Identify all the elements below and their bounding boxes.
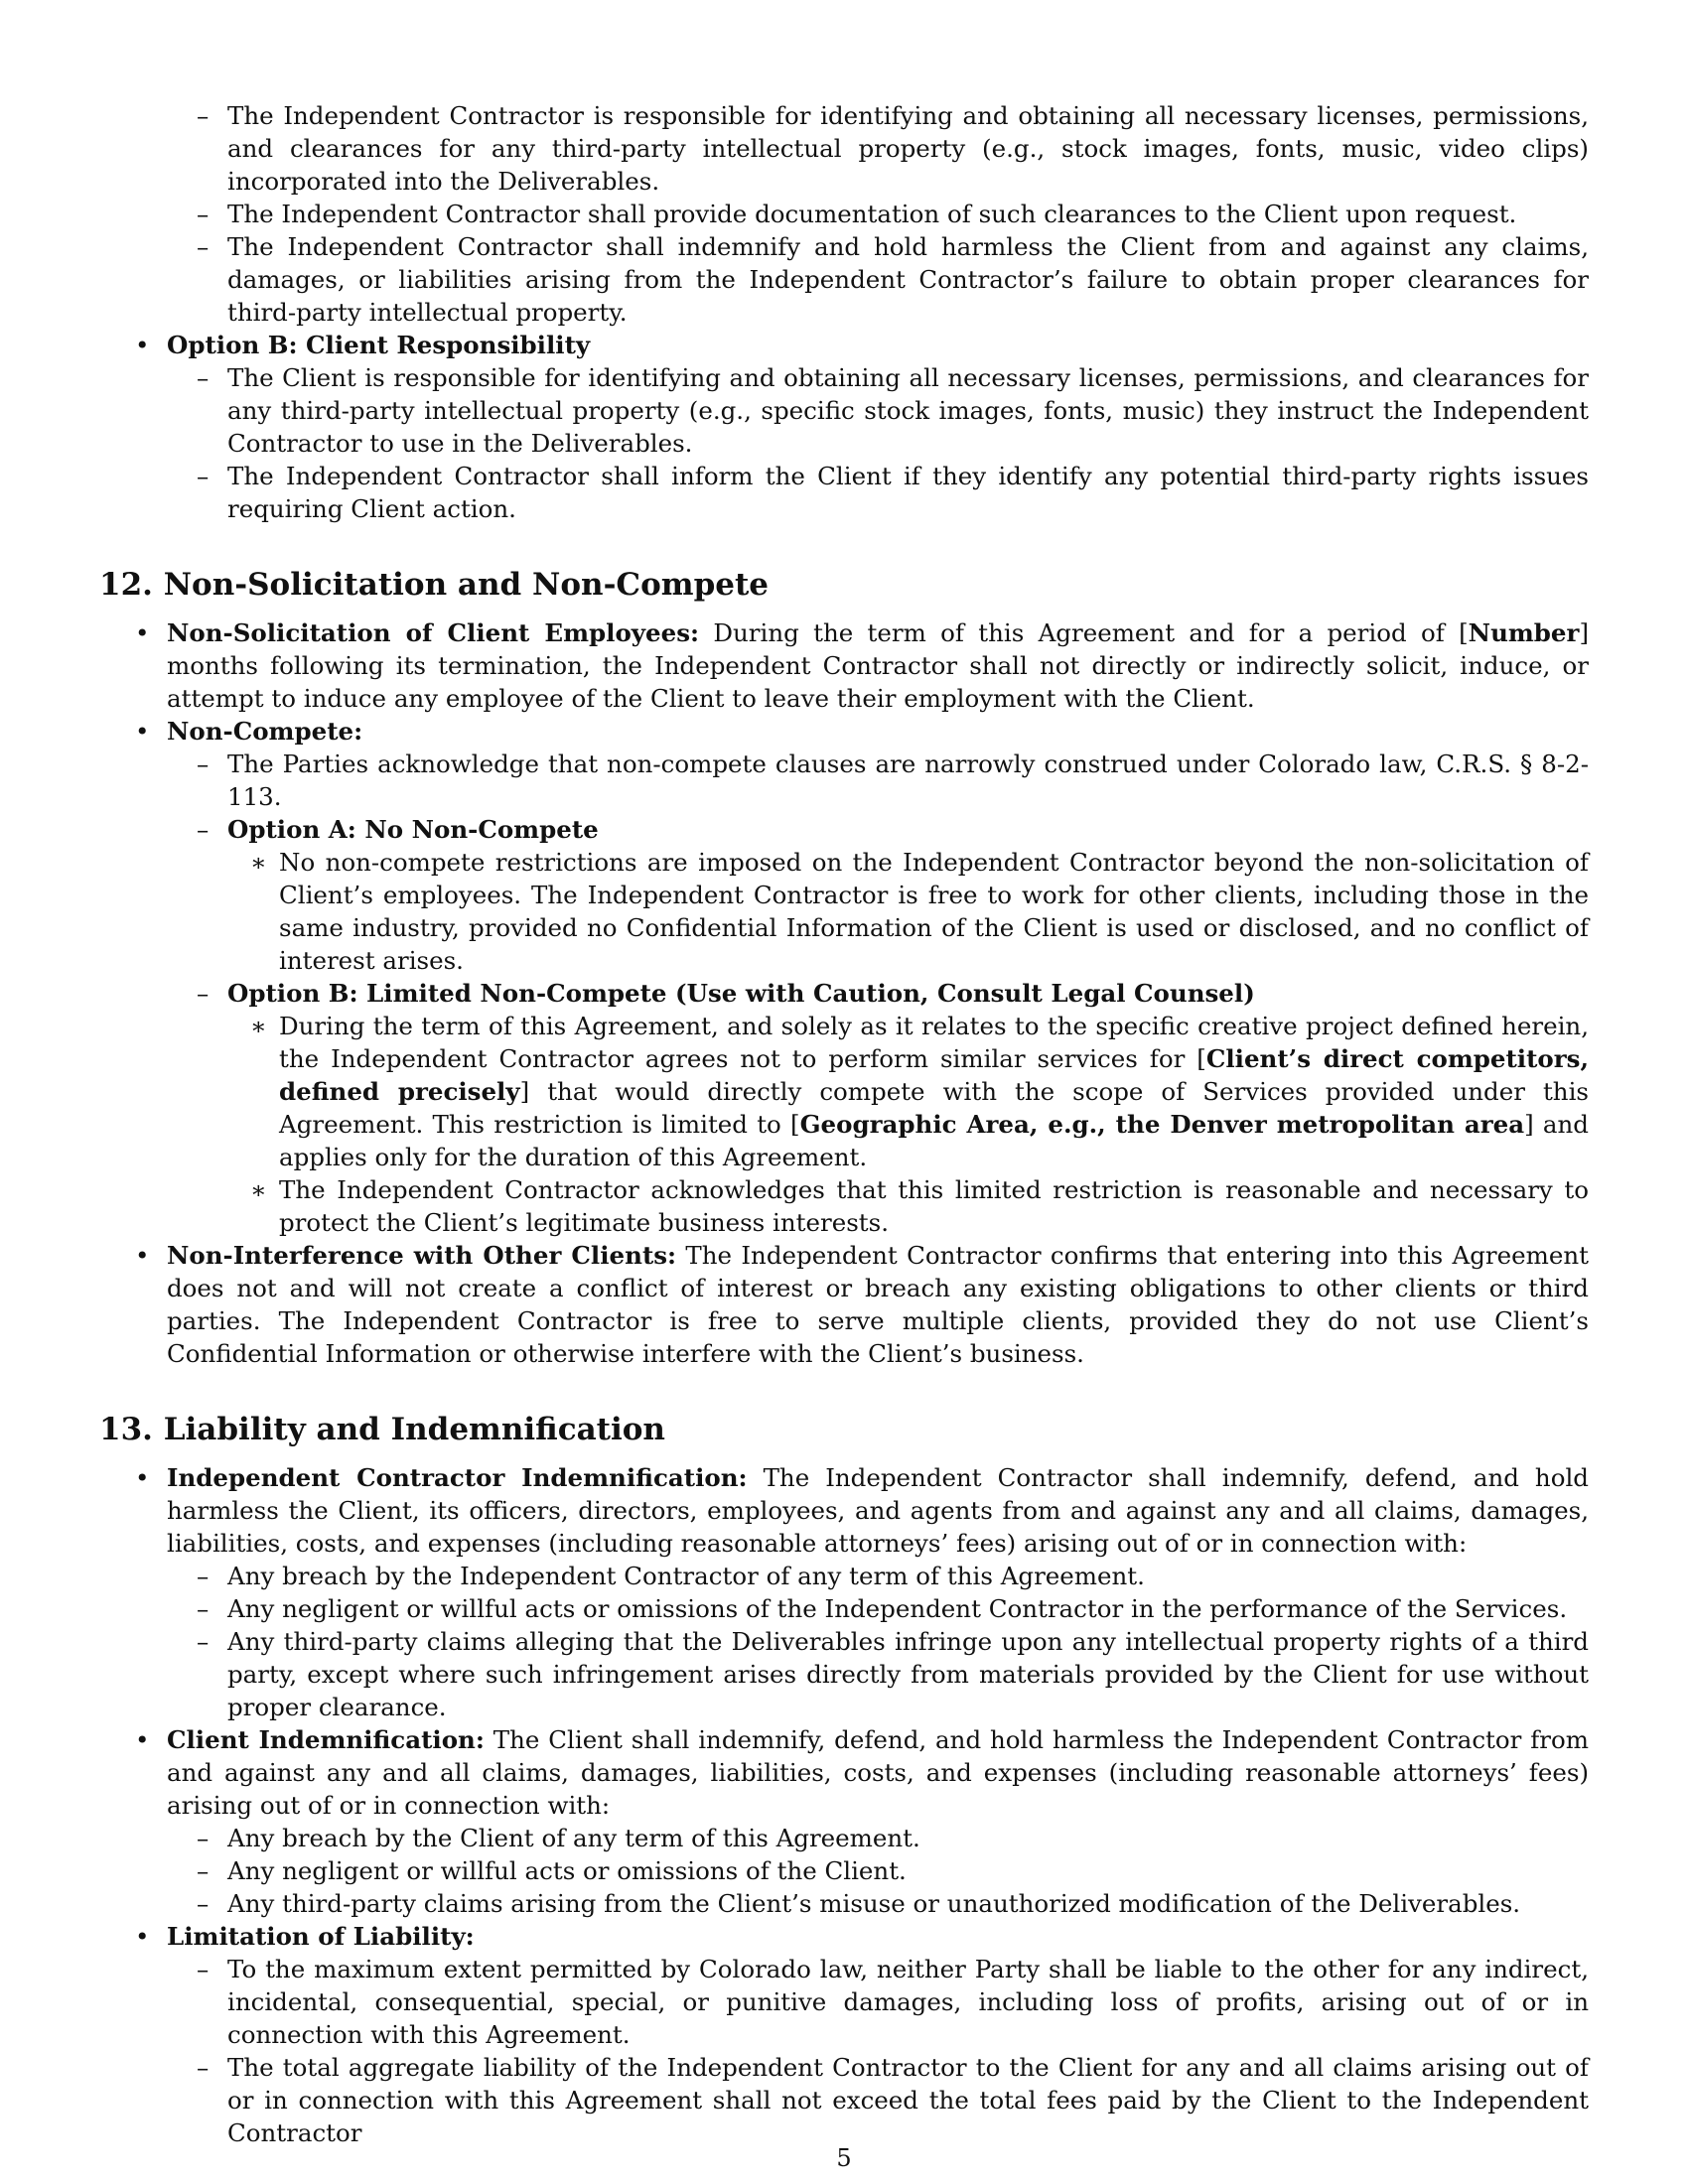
page-number: 5 — [836, 2144, 852, 2172]
asterisk-marker: ∗ — [250, 1175, 267, 1204]
non-interference-item: • Non-Interference with Other Clients: The Independent Contractor confirms that entering into this Agreement does not and will not create a conflict of interest or breach any existing obligations to other clients or third parties. The Independent Contractor is free to serve multiple clients, provided they do not use Client’s Confidential Information or otherwise interfere with the Client’s business. — [135, 1241, 1590, 1368]
list-item: – The Parties acknowledge that non-compete clauses are narrowly construed under Colorado law, C.R.S. § 8-2-113. — [197, 750, 1589, 811]
bullet-marker: • — [135, 1922, 150, 1951]
limitation-of-liability-item: • Limitation of Liability: — [135, 1922, 475, 1951]
list-item: – Any negligent or willful acts or omissions of the Independent Contractor in the performance of the Services. — [197, 1594, 1568, 1623]
dash-marker: – — [197, 1955, 210, 1983]
dash-marker: – — [197, 363, 210, 392]
bullet-marker: • — [135, 1241, 150, 1270]
list-item: – The Client is responsible for identifying and obtaining all necessary licenses, permissions, and clearances for any third-party intellectual property (e.g., specific stock images, fonts, music) they instruct the Independent Contractor to use in the Deliverables. — [197, 363, 1589, 458]
bullet-marker: • — [135, 331, 150, 359]
dash-marker: – — [197, 1824, 210, 1852]
bullet-marker: • — [135, 717, 150, 746]
dash-marker: – — [197, 462, 210, 490]
dash-marker: – — [197, 1594, 210, 1623]
dash-marker: – — [197, 750, 210, 778]
non-compete-item: • Non-Compete: — [135, 717, 363, 746]
contractor-indemnification-item: • Independent Contractor Indemnification: The Independent Contractor shall indemnify, defend, and hold harmless the Client, its officers, directors, employees, and agents from and against any and all claims, damages, liabilities, costs, and expenses (including reasonable attorneys’ fees) arising out of or in connection with: — [135, 1463, 1589, 1558]
bullet-marker: • — [135, 1463, 150, 1492]
dash-marker: – — [197, 979, 210, 1008]
list-item: ∗ During the term of this Agreement, and solely as it relates to the specific creative project defined herein, the Independent Contractor agrees not to perform similar services for [Client’s direct competitors, defined precisely] that would directly compete with the scope of Services provided under this Agreement. This restriction is limited to [Geographic Area, e.g., the Denver metropolitan area] and applies only for the duration of this Agreement. — [250, 1012, 1589, 1171]
option-a-label: – Option A: No Non-Compete — [197, 815, 599, 844]
list-item: – The Independent Contractor shall inform the Client if they identify any potential third-party rights issues requiring Client action. — [197, 462, 1589, 523]
client-indemnification-item: • Client Indemnification: The Client shall indemnify, defend, and hold harmless the Independent Contractor from and against any and all claims, damages, liabilities, costs, and expenses (including reasonable attorneys’ fees) arising out of or in connection with: — [135, 1725, 1589, 1820]
dash-marker: – — [197, 1856, 210, 1885]
dash-marker: – — [197, 101, 210, 130]
dash-marker: – — [197, 1562, 210, 1590]
list-item: – To the maximum extent permitted by Colorado law, neither Party shall be liable to the other for any indirect, incidental, consequential, special, or punitive damages, including loss of profits, arising out of or in connection with this Agreement. — [197, 1955, 1589, 2049]
option-a-continuation — [0, 99, 1688, 329]
dash-marker: – — [197, 200, 210, 228]
dash-marker: – — [197, 1889, 210, 1918]
bullet-marker: • — [135, 618, 150, 647]
dash-marker: – — [197, 232, 210, 261]
list-item: – Any third-party claims arising from the Client’s misuse or unauthorized modification of the Deliverables. — [197, 1889, 1521, 1918]
list-item: – Any breach by the Independent Contractor of any term of this Agreement. — [197, 1562, 1145, 1590]
list-item: – Any negligent or willful acts or omissions of the Client. — [197, 1856, 907, 1885]
bullet-marker: • — [135, 1725, 150, 1754]
list-item: – The Independent Contractor shall provide documentation of such clearances to the Client upon request. — [197, 200, 1517, 228]
asterisk-marker: ∗ — [250, 1012, 267, 1040]
dash-marker: – — [197, 815, 210, 844]
list-item: – Any breach by the Client of any term of this Agreement. — [197, 1824, 920, 1852]
list-item: – The Independent Contractor shall indemnify and hold harmless the Client from and against any claims, damages, or liabilities arising from the Independent Contractor’s failure to obtain proper clearances for third-party intellectual property. — [197, 232, 1589, 327]
non-solicitation-item: • Non-Solicitation of Client Employees: During the term of this Agreement and for a period of [Number] months following its termination, the Independent Contractor shall not directly or indirectly solicit, induce, or attempt to induce any employee of the Client to leave their employment with the Client. — [135, 618, 1589, 713]
asterisk-marker: ∗ — [250, 848, 267, 877]
list-item: ∗ The Independent Contractor acknowledges that this limited restriction is reasonable and necessary to protect the Client’s legitimate business interests. — [250, 1175, 1589, 1237]
list-item: – The total aggregate liability of the Independent Contractor to the Client for any and all claims arising out of or in connection with this Agreement shall not exceed the total fees paid by the Client to the Independent Contractor — [197, 2053, 1589, 2147]
dash-marker: – — [197, 1627, 210, 1656]
option-b-item: • Option B: Client Responsibility — [135, 331, 591, 359]
section-13-heading: 13. Liability and Indemnification — [99, 1412, 665, 1447]
option-b-label: – Option B: Limited Non-Compete (Use with Caution, Consult Legal Counsel) — [197, 979, 1255, 1008]
list-item: – Any third-party claims alleging that the Deliverables infringe upon any intellectual property rights of a third party, except where such infringement arises directly from materials provided by the Client for use without proper clearance. — [197, 1627, 1589, 1721]
dash-marker: – — [197, 2053, 210, 2082]
list-item: ∗ No non-compete restrictions are imposed on the Independent Contractor beyond the non-solicitation of Client’s employees. The Independent Contractor is free to work for other clients, including those in the same industry, provided no Confidential Information of the Client is used or disclosed, and no conflict of interest arises. — [250, 848, 1589, 975]
list-item: – The Independent Contractor is responsible for identifying and obtaining all necessary licenses, permissions, and clearances for any third-party intellectual property (e.g., stock images, fonts, music, video clips) incorporated into the Deliverables. — [197, 101, 1589, 196]
section-12-heading: 12. Non-Solicitation and Non-Compete — [99, 567, 770, 603]
